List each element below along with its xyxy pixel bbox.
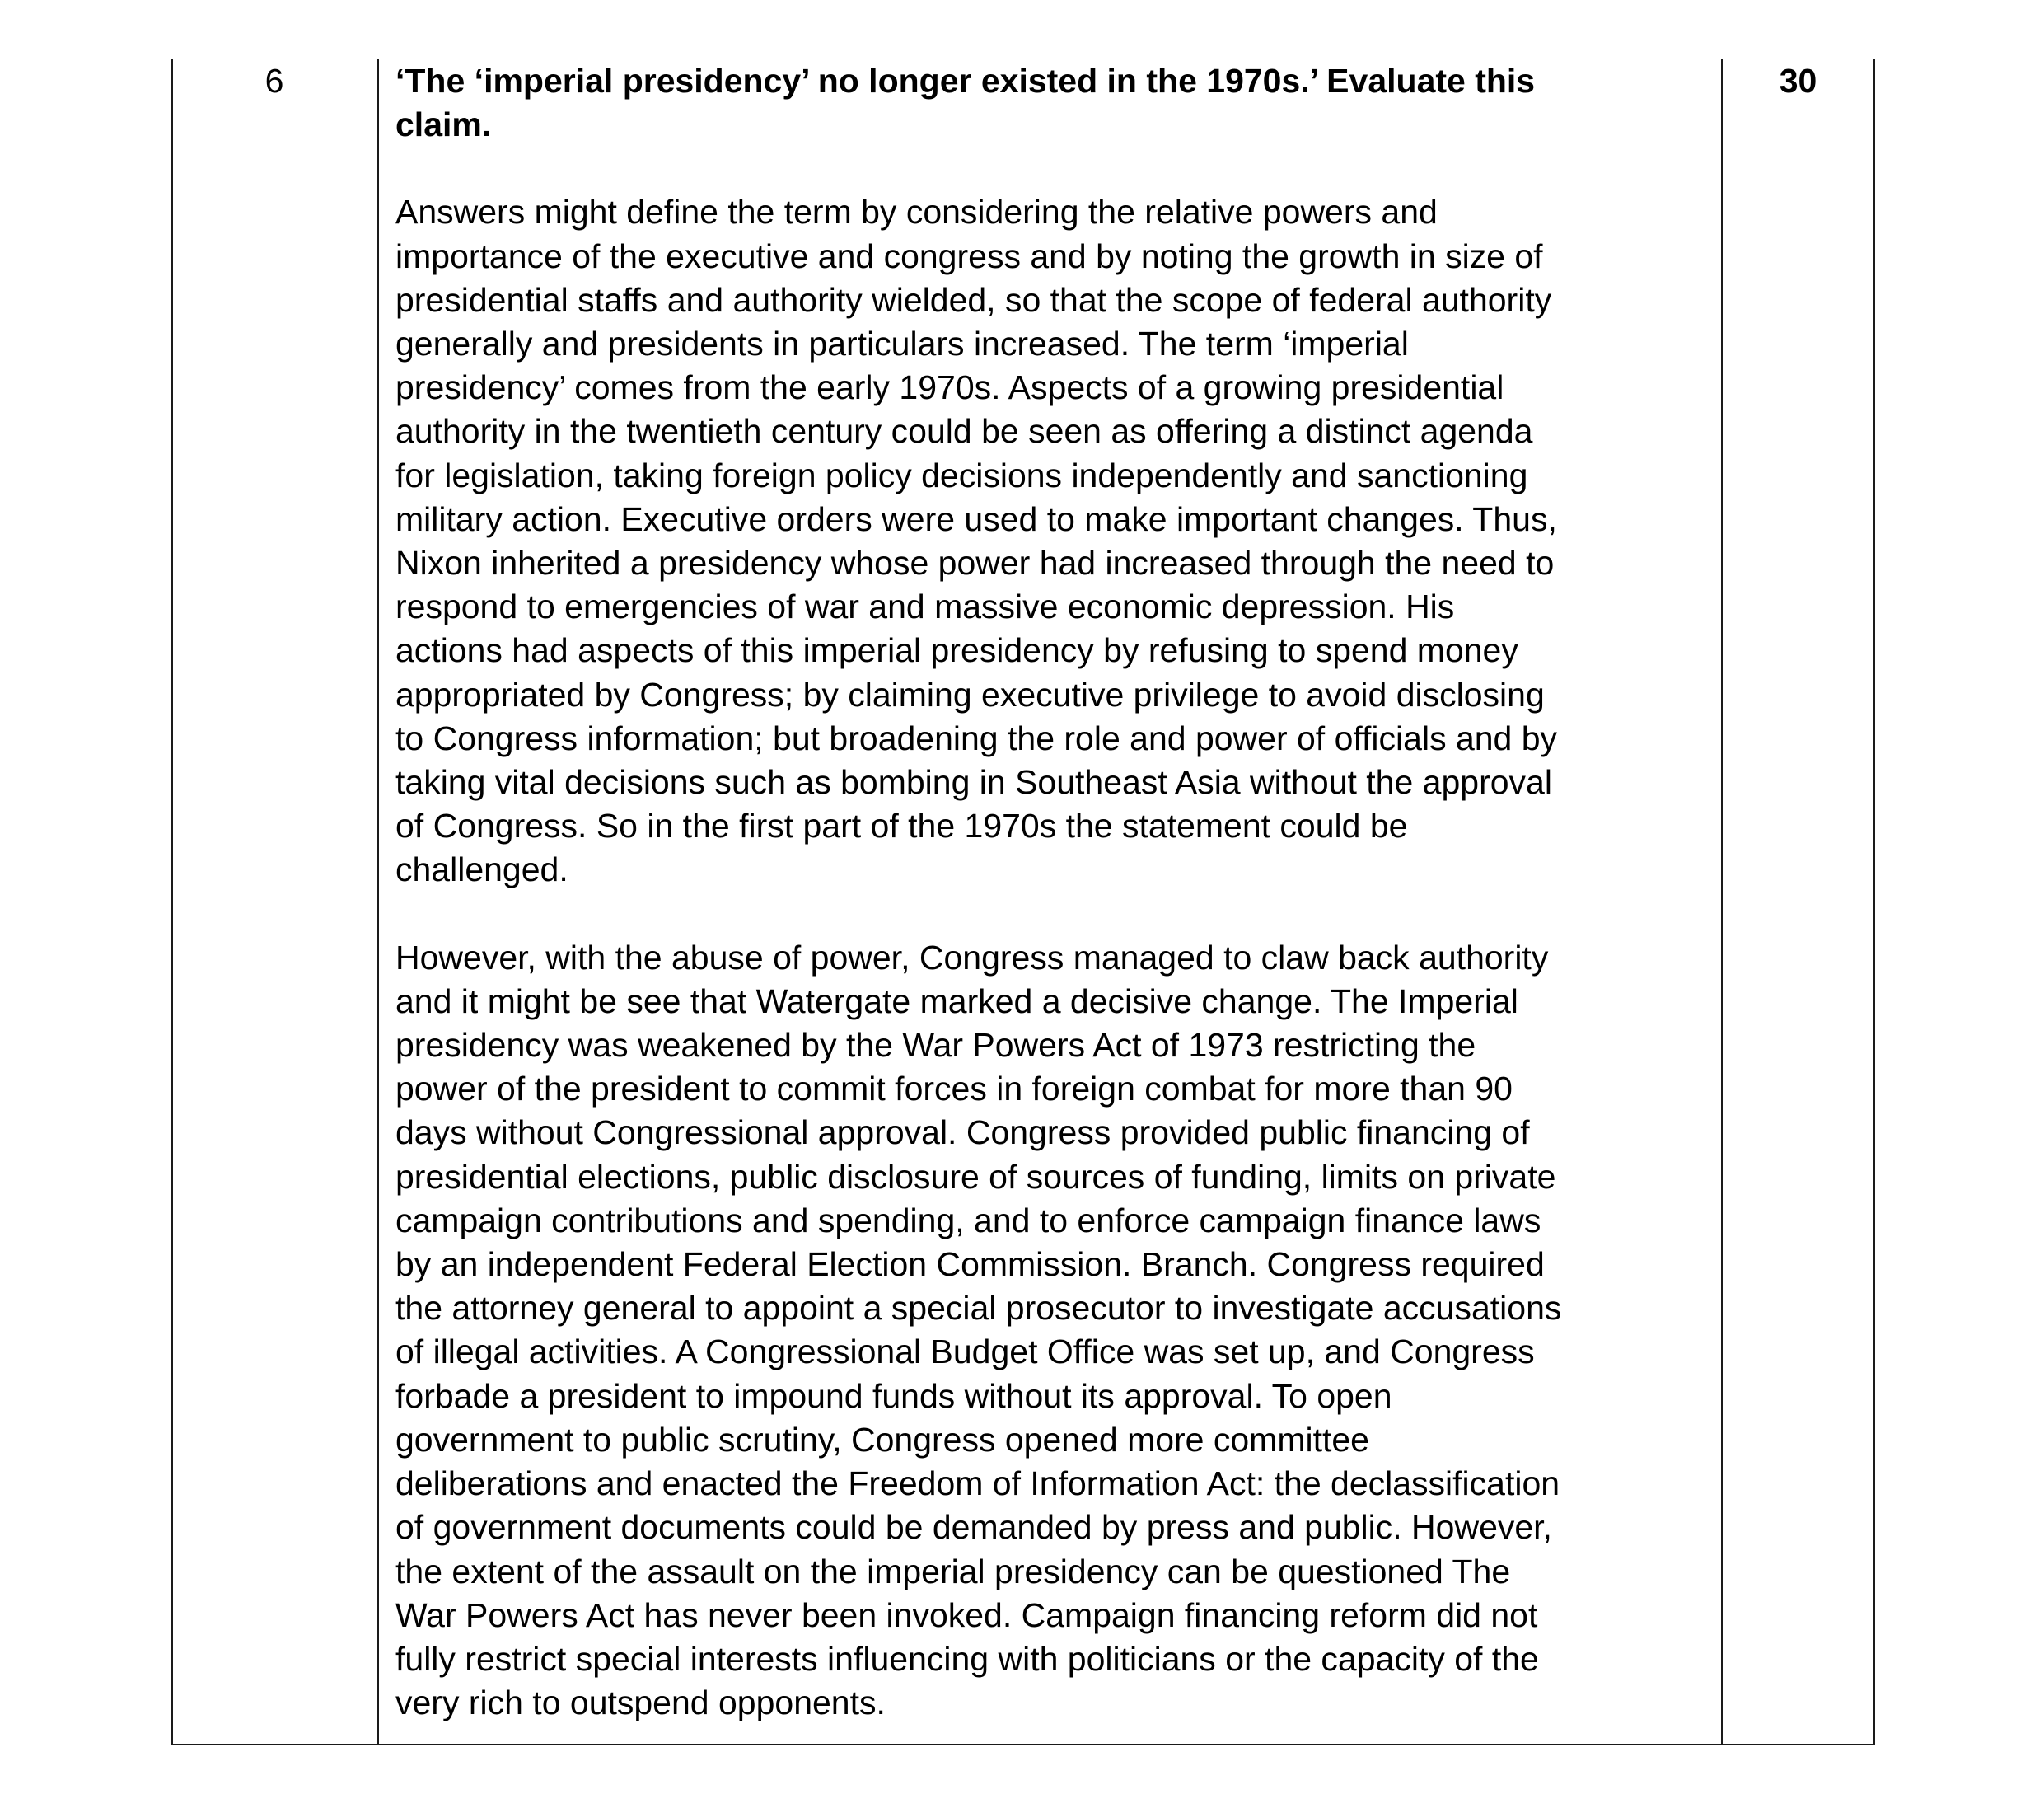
question-text (395, 59, 1722, 147)
paragraph-line: War Powers Act has never been invoked. Campaign financing reform did not (395, 1595, 1538, 1634)
paragraph-line: However, with the abuse of power, Congress managed to claw back authority (395, 938, 1549, 977)
guidance-paragraph (395, 190, 1722, 892)
paragraph-line: for legislation, taking foreign policy decisions independently and sanctioning (395, 456, 1528, 494)
paragraph-line: the extent of the assault on the imperial presidency can be questioned The (395, 1552, 1511, 1590)
question-line: claim. (395, 105, 492, 144)
question-line: ‘The ‘imperial presidency’ no longer existed in the 1970s.’ Evaluate this (395, 62, 1536, 100)
paragraph-line: the attorney general to appoint a special prosecutor to investigate accusations (395, 1289, 1562, 1328)
paragraph-line: government to public scrutiny, Congress opened more committee (395, 1420, 1369, 1459)
paragraph-line: fully restrict special interests influencing with politicians or the capacity of the (395, 1639, 1539, 1678)
paragraph-line: deliberations and enacted the Freedom of Information Act: the declassification (395, 1464, 1560, 1503)
paragraph-line: and it might be see that Watergate marked a decisive change. The Imperial (395, 981, 1518, 1020)
guidance-paragraphs (395, 190, 1722, 1725)
paragraph-line: respond to emergencies of war and massive economic depression. His (395, 588, 1455, 626)
paragraph-line: challenged. (395, 850, 568, 889)
paragraph-line: presidency was weakened by the War Powers Act of 1973 restricting the (395, 1026, 1476, 1065)
paragraph-line: power of the president to commit forces in foreign combat for more than 90 (395, 1070, 1513, 1108)
paragraph-line: military action. Executive orders were used to make important changes. Thus, (395, 499, 1557, 538)
paragraph-line: importance of the executive and congress and by noting the growth in size of (395, 237, 1543, 275)
paragraph-line: by an independent Federal Election Commission. Branch. Congress required (395, 1245, 1545, 1284)
paragraph-line: very rich to outspend opponents. (395, 1684, 886, 1722)
paragraph-line: to Congress information; but broadening the role and power of officials and by (395, 719, 1558, 757)
paragraph-line: of illegal activities. A Congressional Budget Office was set up, and Congress (395, 1333, 1535, 1371)
paragraph-line: appropriated by Congress; by claiming executive privilege to avoid disclosing (395, 675, 1545, 714)
answer-content (395, 59, 1722, 1725)
paragraph-line: campaign contributions and spending, and to enforce campaign finance laws (395, 1201, 1541, 1239)
paragraph-line: presidential elections, public disclosure of sources of funding, limits on private (395, 1157, 1556, 1196)
paragraph-line: actions had aspects of this imperial presidency by refusing to spend money (395, 631, 1518, 670)
paragraph-line: Nixon inherited a presidency whose power had increased through the need to (395, 544, 1555, 583)
paragraph-line: generally and presidents in particulars increased. The term ‘imperial (395, 325, 1409, 363)
paragraph-line: authority in the twentieth century could be seen as offering a distinct agenda (395, 412, 1533, 451)
column-divider-question (377, 59, 379, 1744)
paragraph-line: presidential staffs and authority wielded, so that the scope of federal authority (395, 280, 1552, 319)
question-number: 6 (264, 62, 284, 100)
guidance-paragraph (395, 936, 1722, 1726)
paragraph-line: days without Congressional approval. Congress provided public financing of (395, 1113, 1530, 1152)
marks-value: 30 (1779, 62, 1817, 100)
paragraph-line: forbade a president to impound funds without its approval. To open (395, 1376, 1392, 1415)
paragraph-line: of government documents could be demanded by press and public. However, (395, 1508, 1552, 1547)
paragraph-line: of Congress. So in the first part of the 1970s the statement could be (395, 807, 1408, 845)
paragraph-line: taking vital decisions such as bombing in Southeast Asia without the approval (395, 763, 1552, 802)
paragraph-line: presidency’ comes from the early 1970s. Aspects of a growing presidential (395, 368, 1504, 407)
paragraph-line: Answers might define the term by considering the relative powers and (395, 193, 1438, 232)
